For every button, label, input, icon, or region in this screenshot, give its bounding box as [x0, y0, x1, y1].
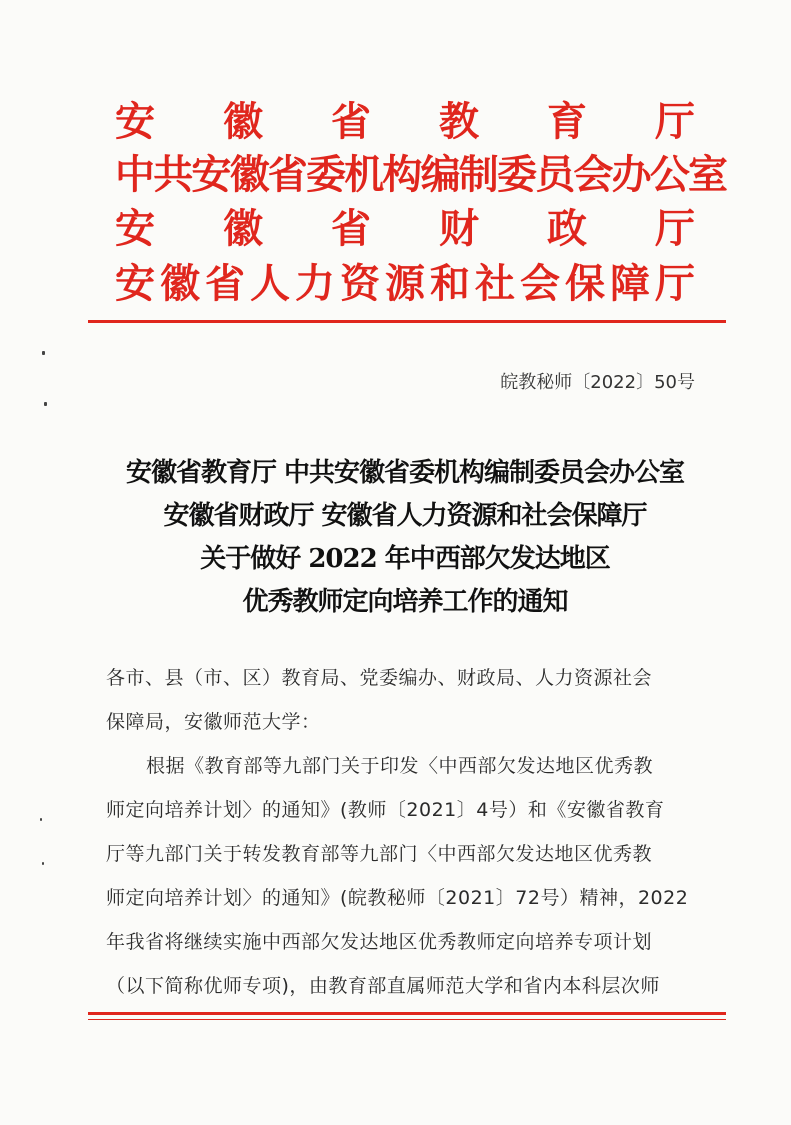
letterhead-char: 徽 — [223, 205, 263, 252]
letterhead-char: 和 — [430, 260, 470, 307]
paragraph-line-4: 师定向培养计划〉的通知》(皖教秘师〔2021〕72号）精神，2022 — [106, 887, 689, 909]
letterhead-char: 安 — [115, 260, 155, 307]
letterhead-char: 源 — [385, 260, 425, 307]
letterhead-char: 保 — [565, 260, 605, 307]
scan-mark — [40, 818, 42, 821]
title-line-1: 安徽省教育厅 中共安徽省委机构编制委员会办公室 — [125, 458, 685, 488]
letterhead-char: 人 — [250, 260, 290, 307]
footer-rule-top — [88, 1012, 726, 1015]
letterhead-char: 省 — [331, 98, 371, 145]
document-number: 皖教秘师〔2022〕50号 — [500, 372, 695, 393]
letterhead-char: 会 — [520, 260, 560, 307]
letterhead-line-4 — [115, 262, 695, 306]
scan-mark — [42, 351, 45, 355]
letterhead-char: 力 — [295, 260, 335, 307]
letterhead-char: 徽 — [160, 260, 200, 307]
letterhead-char: 厅 — [655, 205, 695, 252]
paragraph-line-3: 厅等九部门关于转发教育部等九部门〈中西部欠发达地区优秀教 — [106, 843, 653, 865]
letterhead-char: 社 — [475, 260, 515, 307]
letterhead-divider — [88, 320, 726, 323]
letterhead-char: 资 — [340, 260, 380, 307]
letterhead-line-1 — [115, 100, 695, 144]
letterhead-char: 财 — [439, 205, 479, 252]
letterhead-char: 育 — [547, 98, 587, 145]
letterhead-char: 障 — [610, 260, 650, 307]
paragraph-line-5: 年我省将继续实施中西部欠发达地区优秀教师定向培养专项计划 — [106, 931, 653, 953]
letterhead-char: 安 — [115, 205, 155, 252]
letterhead-line-2: 中共安徽省委机构编制委员会办公室 — [115, 151, 727, 198]
letterhead-char: 政 — [547, 205, 587, 252]
letterhead-char: 厅 — [655, 98, 695, 145]
letterhead-line-3 — [115, 207, 695, 251]
paragraph-line-6: （以下简称优师专项)，由教育部直属师范大学和省内本科层次师 — [106, 975, 660, 997]
scan-mark — [42, 862, 44, 865]
title-line-3: 关于做好 2022 年中西部欠发达地区 — [200, 544, 610, 574]
letterhead-char: 安 — [115, 98, 155, 145]
title-line-4: 优秀教师定向培养工作的通知 — [242, 587, 568, 617]
scan-mark — [44, 402, 47, 406]
paragraph-line-2: 师定向培养计划〉的通知》(教师〔2021〕4号）和《安徽省教育 — [106, 799, 665, 821]
letterhead-char: 厅 — [655, 260, 695, 307]
title-line-2: 安徽省财政厅 安徽省人力资源和社会保障厅 — [163, 501, 647, 531]
letterhead-char: 教 — [439, 98, 479, 145]
addressee-line-1: 各市、县（市、区）教育局、党委编办、财政局、人力资源社会 — [106, 667, 653, 689]
letterhead-char: 省 — [331, 205, 371, 252]
letterhead-char: 徽 — [223, 98, 263, 145]
addressee-line-2: 保障局，安徽师范大学： — [106, 711, 321, 733]
footer-rule-bottom — [88, 1019, 726, 1020]
letterhead-char: 省 — [205, 260, 245, 307]
paragraph-line-1: 根据《教育部等九部门关于印发〈中西部欠发达地区优秀教 — [146, 755, 654, 777]
